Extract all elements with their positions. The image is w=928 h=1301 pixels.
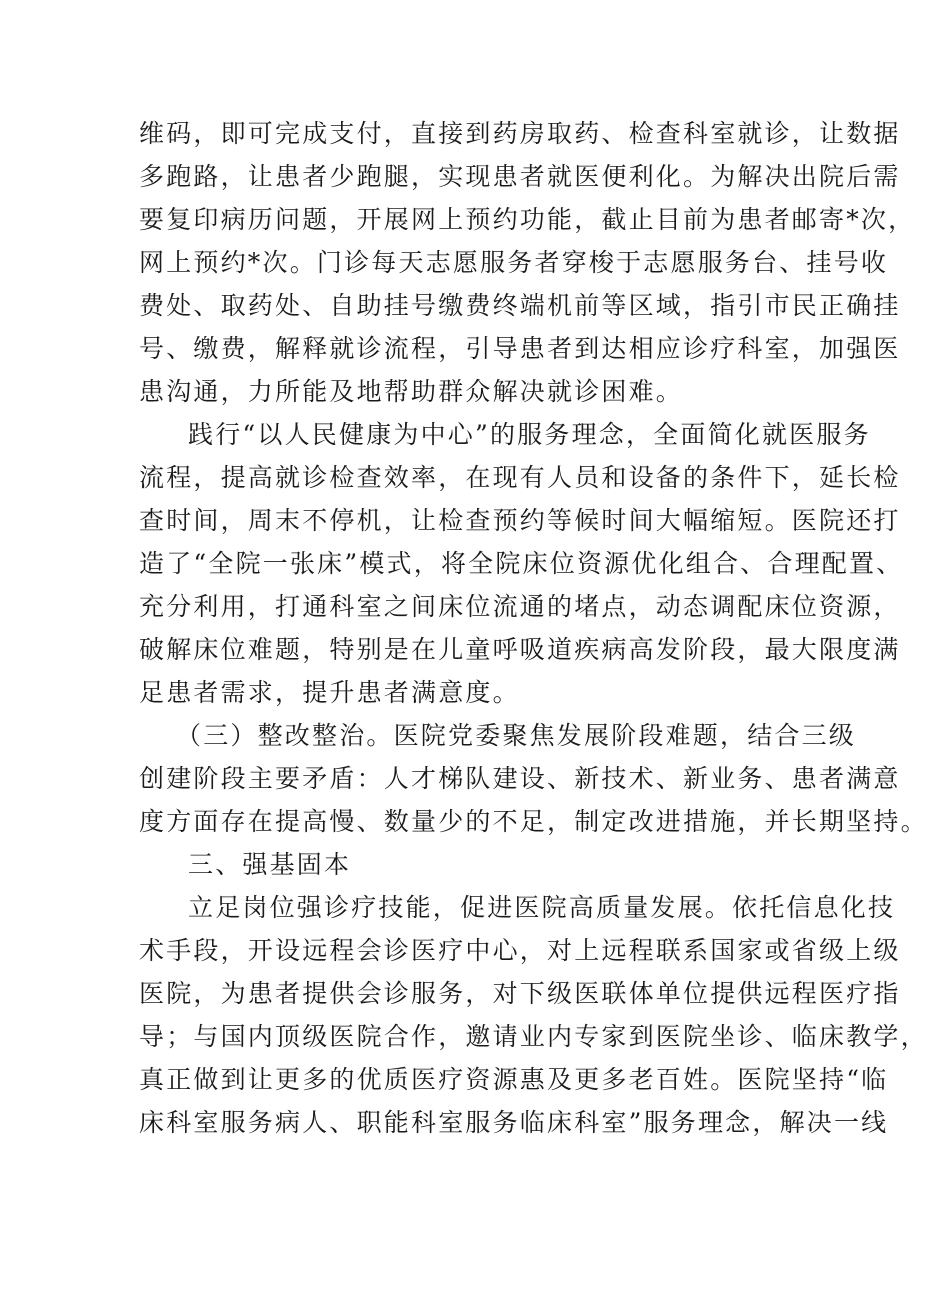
paragraph-line: 号、缴费，解释就诊流程，引导患者到达相应诊疗科室，加强医 (139, 334, 901, 363)
paragraph-line: 医院，为患者提供会诊服务，对下级医联体单位提供远程医疗指 (139, 979, 901, 1008)
paragraph-line: 导；与国内顶级医院合作，邀请业内专家到医院坐诊、临床教学， (139, 1022, 928, 1051)
paragraph-line: 查时间，周末不停机，让检查预约等候时间大幅缩短。医院还打 (139, 506, 901, 535)
paragraph-line: 要复印病历问题，开展网上预约功能，截止目前为患者邮寄*次， (139, 205, 916, 234)
paragraph-line: 流程，提高就诊检查效率，在现有人员和设备的条件下，延长检 (139, 463, 901, 492)
paragraph-line: 费处、取药处、自助挂号缴费终端机前等区域，指引市民正确挂 (139, 291, 901, 320)
paragraph-line: 患沟通，力所能及地帮助群众解决就诊困难。 (139, 377, 684, 406)
paragraph-line: 造了“全院一张床”模式，将全院床位资源优化组合、合理配置、 (139, 549, 904, 578)
paragraph-line: 多跑路，让患者少跑腿，实现患者就医便利化。为解决出院后需 (139, 162, 901, 191)
paragraph-line: 网上预约*次。门诊每天志愿服务者穿梭于志愿服务台、挂号收 (139, 248, 889, 277)
paragraph-line: 真正做到让更多的优质医疗资源惠及更多老百姓。医院坚持“临 (139, 1065, 889, 1094)
paragraph-line: 维码，即可完成支付，直接到药房取药、检查科室就诊，让数据 (139, 119, 901, 148)
section-heading: 三、强基固本 (188, 850, 352, 879)
section-heading-line: （三）整改整治。医院党委聚焦发展阶段难题，结合三级 (176, 721, 857, 750)
paragraph-line: 创建阶段主要矛盾：人才梯队建设、新技术、新业务、患者满意 (139, 764, 901, 793)
paragraph-line: 术手段，开设远程会诊医疗中心，对上远程联系国家或省级上级 (139, 936, 901, 965)
paragraph-line: 度方面存在提高慢、数量少的不足，制定改进措施，并长期坚持。 (139, 807, 928, 836)
paragraph-line: 足患者需求，提升患者满意度。 (139, 678, 520, 707)
paragraph-line: 践行“以人民健康为中心”的服务理念，全面简化就医服务 (188, 420, 871, 449)
paragraph-line: 破解床位难题，特别是在儿童呼吸道疾病高发阶段，最大限度满 (139, 635, 901, 664)
paragraph-line: 充分利用，打通科室之间床位流通的堵点，动态调配床位资源， (139, 592, 901, 621)
paragraph-line: 立足岗位强诊疗技能，促进医院高质量发展。依托信息化技 (188, 893, 896, 922)
paragraph-line: 床科室服务病人、职能科室服务临床科室”服务理念，解决一线 (139, 1108, 889, 1137)
